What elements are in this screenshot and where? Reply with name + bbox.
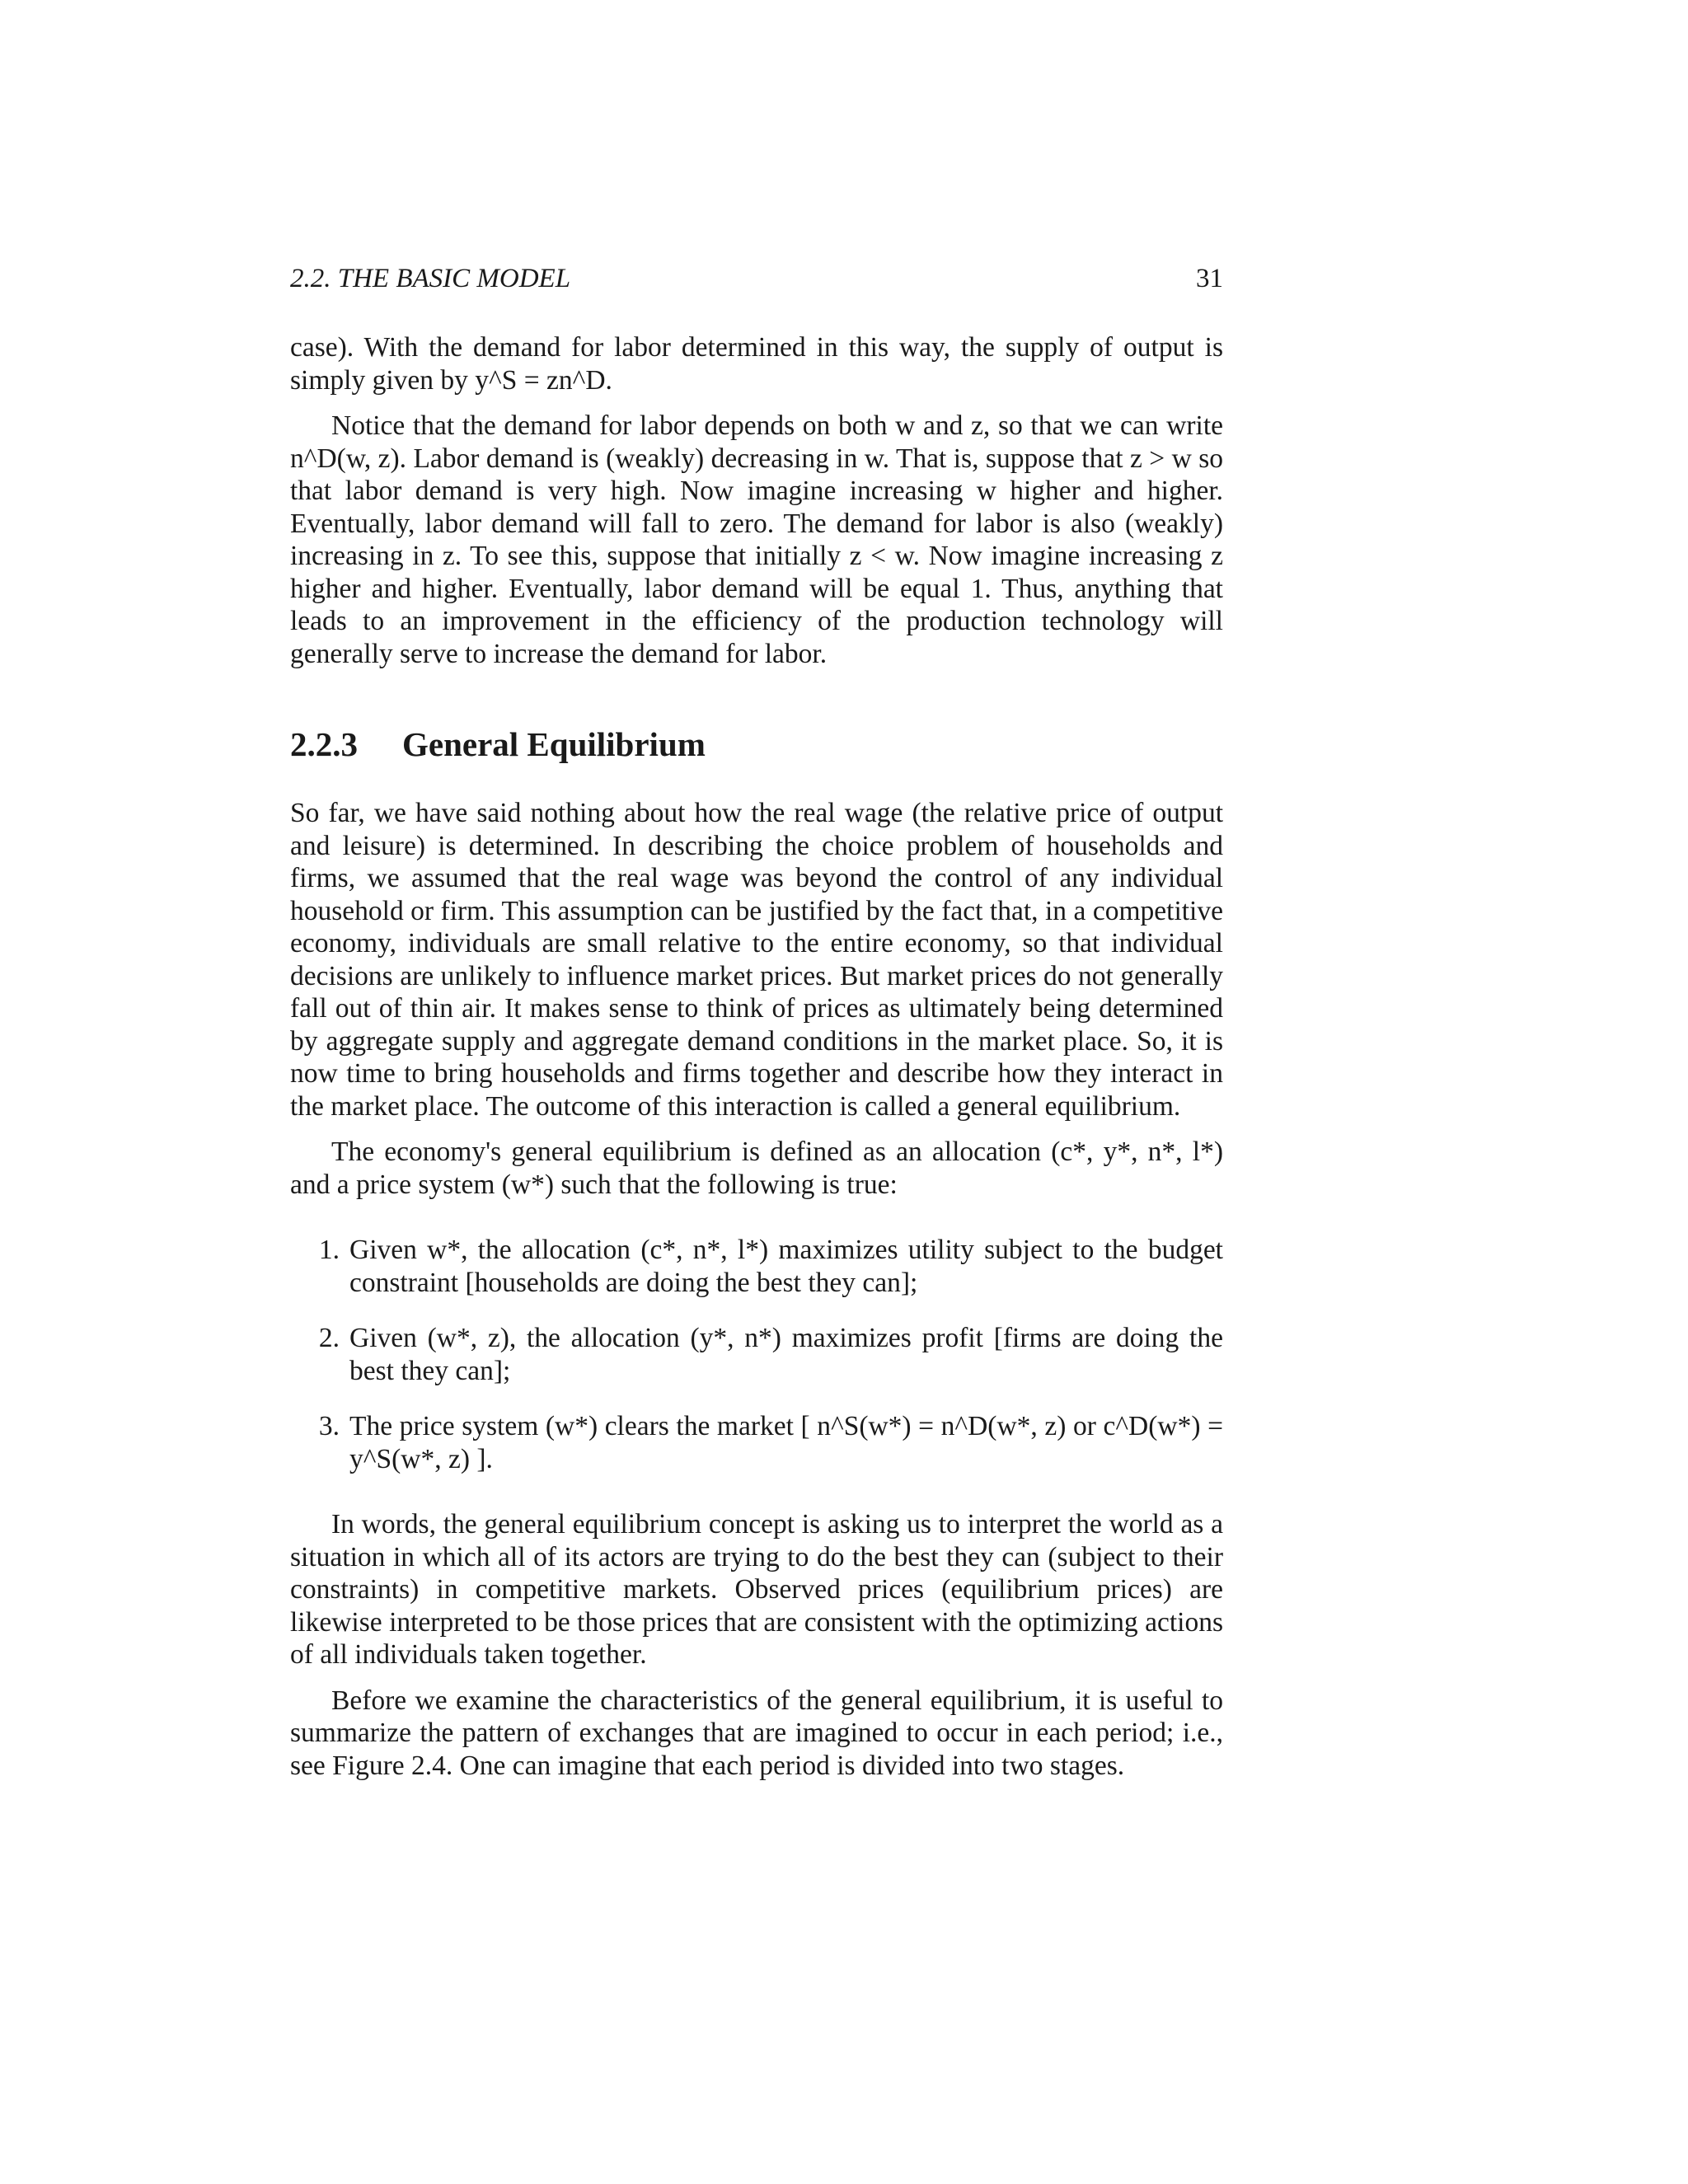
- list-item-text: The price system (w*) clears the market [ n^S(w*) = n^D(w*, z) or c^D(w*) = y^S(w*, z) ].: [349, 1411, 1223, 1474]
- list-item: [290, 1234, 1223, 1299]
- book-page: [290, 260, 1223, 1782]
- section-heading: [290, 723, 1223, 766]
- section-number: 2.2.3: [290, 725, 358, 763]
- section-title: General Equilibrium: [402, 725, 706, 763]
- list-item: [290, 1410, 1223, 1475]
- list-item-text: Given (w*, z), the allocation (y*, n*) maximizes profit [firms are doing the best they can];: [349, 1323, 1223, 1386]
- paragraph-2: Notice that the demand for labor depends on both w and z, so that we can write n^D(w, z). Labor demand is (weakly) decreasing in w. That is, suppose that z > w so that labor demand is very high. Now imagine increasing w higher and higher. Eventually, labor demand will fall to zero. The demand for labor is also (weakly) increasing in z. To see this, suppose that initially z < w. Now imagine increasing z higher and higher. Eventually, labor demand will be equal 1. Thus, anything that leads to an improvement in the efficiency of the production technology will generally serve to increase the demand for labor.: [290, 410, 1223, 669]
- paragraph-3: So far, we have said nothing about how the real wage (the relative price of output and leisure) is determined. In describing the choice problem of households and firms, we assumed that the real wage was beyond the control of any individual household or firm. This assumption can be justified by the fact that, in a competitive economy, individuals are small relative to the entire economy, so that individual decisions are unlikely to influence market prices. But market prices do not generally fall out of thin air. It makes sense to think of prices as ultimately being determined by aggregate supply and aggregate demand conditions in the market place. So, it is now time to bring households and firms together and describe how they interact in the market place. The outcome of this interaction is called a general equilibrium.: [290, 798, 1223, 1122]
- paragraph-5: In words, the general equilibrium concept is asking us to interpret the world as a situation in which all of its actors are trying to do the best they can (subject to their constraints) in competitive markets. Observed prices (equilibrium prices) are likewise interpreted to be those prices that are consistent with the optimizing actions of all individuals taken together.: [290, 1509, 1223, 1670]
- list-item: [290, 1322, 1223, 1387]
- list-item-text: Given w*, the allocation (c*, n*, l*) maximizes utility subject to the budget constraint [households are doing the best they can];: [349, 1235, 1223, 1298]
- running-title: 2.2. THE BASIC MODEL: [290, 264, 571, 293]
- equilibrium-conditions-list: [290, 1234, 1223, 1475]
- list-marker: 1.: [318, 1235, 340, 1265]
- page-number: 31: [1196, 264, 1223, 293]
- running-header: [290, 260, 1223, 297]
- paragraph-6: Before we examine the characteristics of the general equilibrium, it is useful to summarize the pattern of exchanges that are imagined to occur in each period; i.e., see Figure 2.4. One can imagine that each period is divided into two stages.: [290, 1685, 1223, 1781]
- paragraph-4: The economy's general equilibrium is defined as an allocation (c*, y*, n*, l*) and a price system (w*) such that the following is true:: [290, 1137, 1223, 1200]
- list-marker: 2.: [318, 1323, 340, 1353]
- paragraph-1: case). With the demand for labor determined in this way, the supply of output is simply given by y^S = zn^D.: [290, 332, 1223, 396]
- list-marker: 3.: [318, 1411, 340, 1441]
